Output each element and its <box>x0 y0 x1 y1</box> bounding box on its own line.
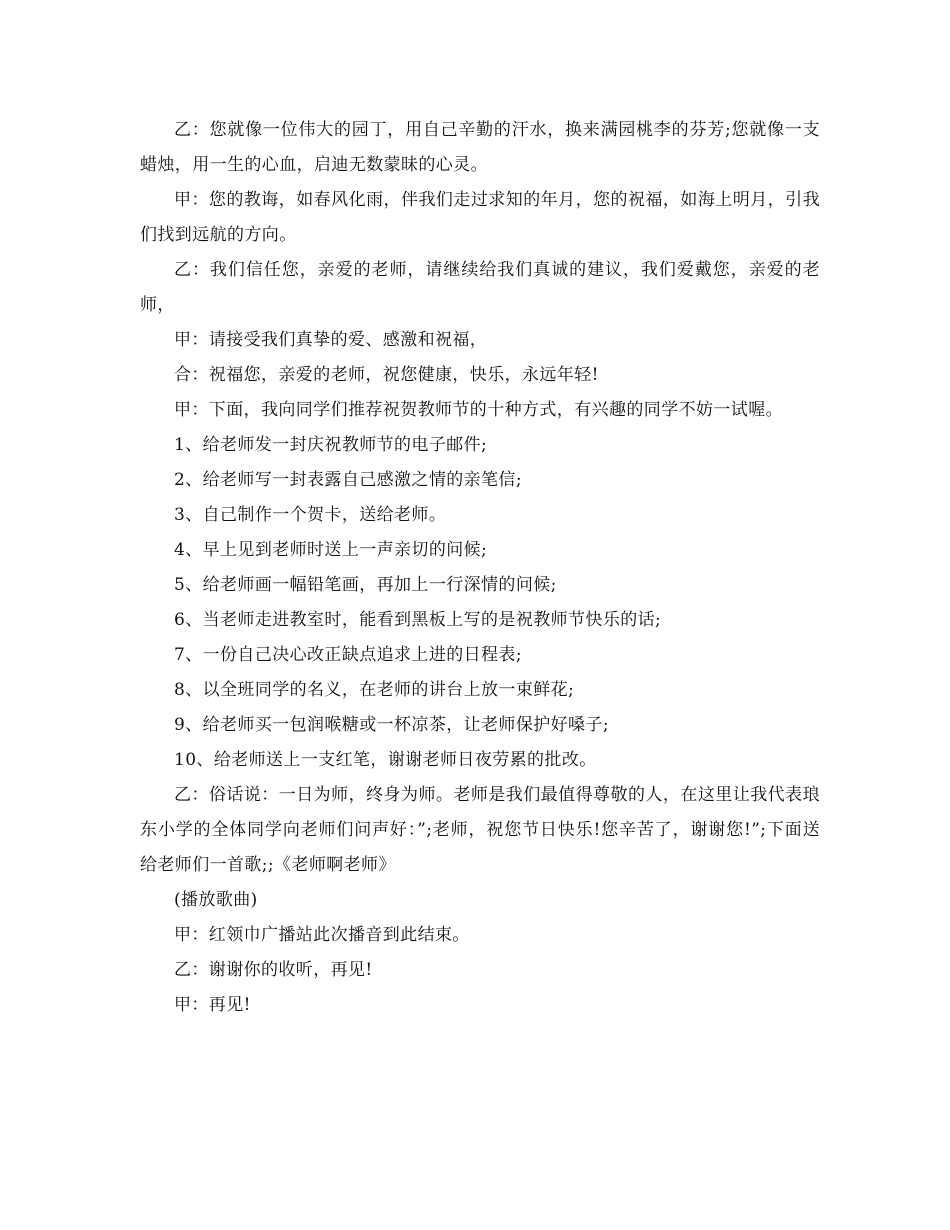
paragraph-recommend-ways: 甲：下面，我向同学们推荐祝贺教师节的十种方式，有兴趣的同学不妨一试喔。 <box>174 400 783 420</box>
list-item: 1、给老师发一封庆祝教师节的电子邮件; <box>174 435 488 455</box>
paragraph-play-song: (播放歌曲) <box>174 890 258 910</box>
list-item: 8、以全班同学的名义，在老师的讲台上放一束鲜花; <box>174 680 575 700</box>
paragraph-gardener-candle: 乙：您就像一位伟大的园丁，用自己辛勤的汗水，换来满园桃李的芬芳;您就像一支蜡烛，用一生的心血，启迪无数蒙昧的心灵。 <box>140 120 820 175</box>
paragraph-broadcast-end: 甲：红领巾广播站此次播音到此结束。 <box>174 925 470 945</box>
document-body <box>140 113 820 1023</box>
paragraph-saying: 乙：俗话说：一日为师，终身为师。老师是我们最值得尊敬的人，在这里让我代表琅东小学的全体同学向老师们问声好：”;老师，祝您节日快乐!您辛苦了，谢谢您!”;下面送给老师们一首歌;;《老师啊老师》 <box>140 785 820 875</box>
paragraph-trust-teacher: 乙：我们信任您，亲爱的老师，请继续给我们真诚的建议，我们爱戴您，亲爱的老师， <box>140 260 820 315</box>
ways-list <box>140 428 820 778</box>
paragraph-accept-love: 甲：请接受我们真挚的爱、感激和祝福， <box>174 330 488 350</box>
list-item: 7、一份自己决心改正缺点追求上进的日程表; <box>174 645 522 665</box>
list-item: 5、给老师画一幅铅笔画，再加上一行深情的问候; <box>174 575 557 595</box>
list-item: 2、给老师写一封表露自己感激之情的亲笔信; <box>174 470 522 490</box>
paragraph-together-blessing: 合：祝福您，亲爱的老师，祝您健康，快乐，永远年轻! <box>174 365 599 385</box>
list-item: 3、自己制作一个贺卡，送给老师。 <box>174 505 447 525</box>
list-item: 6、当老师走进教室时，能看到黑板上写的是祝教师节快乐的话; <box>174 610 662 630</box>
list-item: 4、早上见到老师时送上一声亲切的问候; <box>174 540 488 560</box>
list-item: 10、给老师送上一支红笔，谢谢老师日夜劳累的批改。 <box>174 750 597 770</box>
paragraph-thanks-listening: 乙：谢谢你的收听，再见! <box>174 960 373 980</box>
paragraph-goodbye: 甲：再见! <box>174 995 251 1015</box>
paragraph-teaching-blessing: 甲：您的教诲，如春风化雨，伴我们走过求知的年月，您的祝福，如海上明月，引我们找到远航的方向。 <box>140 190 820 245</box>
list-item: 9、给老师买一包润喉糖或一杯凉茶，让老师保护好嗓子; <box>174 715 609 735</box>
